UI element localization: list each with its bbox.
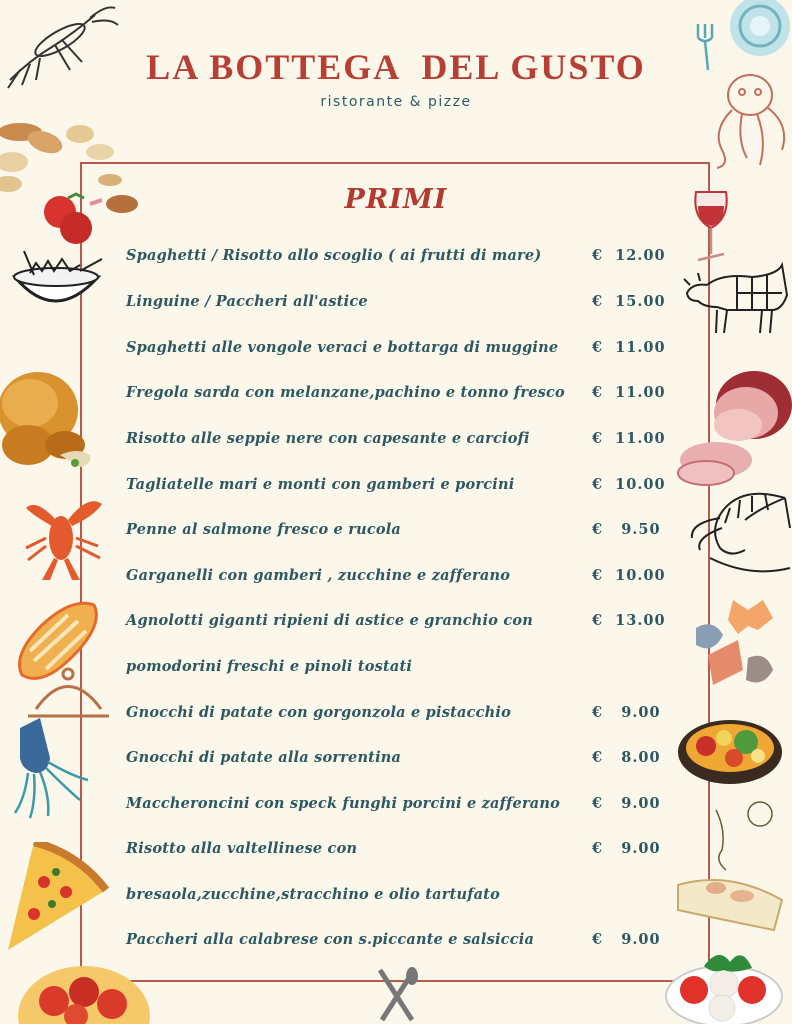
menu-item-name: Gnocchi di patate con gorgonzola e pistacchio — [126, 704, 511, 721]
menu-item-name: Paccheri alla calabrese con s.piccante e salsiccia — [126, 931, 535, 948]
pasta-shapes-icon — [688, 600, 783, 690]
menu-item-name: Fregola sarda con melanzane,pachino e tonno fresco — [126, 384, 565, 401]
tomatoes-icon — [40, 192, 105, 247]
food-tray-icon — [676, 712, 786, 792]
menu-item-name: Penne al salmone fresco e rucola — [126, 521, 402, 538]
menu-item-price: € 9.00 — [592, 795, 661, 812]
menu-item-name: Spaghetti alle vongole veraci e bottarga di muggine — [126, 339, 559, 356]
squid-icon — [10, 718, 90, 823]
menu-item-name: Risotto alla valtellinese con — [126, 840, 358, 857]
menu-item-name: Gnocchi di patate alla sorrentina — [126, 749, 402, 766]
ham-icon — [676, 365, 792, 490]
menu-item-name-continued: bresaola,zucchine,stracchino e olio tartufato — [126, 886, 501, 903]
menu-item-price: € 11.00 — [592, 384, 666, 401]
menu-item-price: € 11.00 — [592, 430, 666, 447]
page-title: LA BOTTEGA DEL GUSTO — [146, 47, 646, 87]
octopus-icon — [702, 70, 792, 170]
fork-icon — [694, 22, 716, 72]
menu-item-price: € 10.00 — [592, 567, 666, 584]
menu-item-name: Maccheroncini con speck funghi porcini e zafferano — [126, 795, 560, 812]
cloche-icon — [26, 664, 111, 724]
pasta-dish-icon — [674, 800, 786, 935]
menu-item-price: € 9.00 — [592, 704, 661, 721]
menu-item-price: € 15.00 — [592, 293, 666, 310]
menu-item-name: Spaghetti / Risotto allo scoglio ( ai frutti di mare) — [126, 247, 542, 264]
section-title: PRIMI — [344, 184, 448, 215]
menu-item-name: Agnolotti giganti ripieni di astice e granchio con — [126, 612, 534, 629]
menu-item-name: Linguine / Paccheri all'astice — [126, 293, 368, 310]
menu-item-name: Garganelli con gamberi , zucchine e zafferano — [126, 567, 511, 584]
pizza-slice-icon — [4, 842, 109, 952]
menu-item-price: € 10.00 — [592, 476, 666, 493]
menu-item-price: € 9.00 — [592, 931, 661, 948]
cutlery-icon — [372, 966, 422, 1024]
menu-item-price: € 8.00 — [592, 749, 661, 766]
lobster-icon — [16, 488, 111, 583]
menu-item-price: € 12.00 — [592, 247, 666, 264]
plate-icon — [712, 0, 792, 60]
shrimp-icon — [690, 478, 792, 593]
menu-item-name: Risotto alle seppie nere con capesante e carciofi — [126, 430, 530, 447]
lobster-icon — [0, 0, 120, 95]
tomatoes-icon — [14, 956, 154, 1024]
page-subtitle: ristorante & pizze — [320, 94, 472, 110]
cow-icon — [682, 255, 792, 340]
salad-bowl-icon — [10, 245, 105, 320]
menu-item-price: € 13.00 — [592, 612, 666, 629]
menu-item-name-continued: pomodorini freschi e pinoli tostati — [126, 658, 413, 675]
caprese-icon — [664, 944, 786, 1024]
menu-item-price: € 11.00 — [592, 339, 666, 356]
menu-item-price: € 9.50 — [592, 521, 661, 538]
roast-chicken-icon — [0, 355, 95, 475]
menu-item-price: € 9.00 — [592, 840, 661, 857]
menu-item-name: Tagliatelle mari e monti con gamberi e porcini — [126, 476, 515, 493]
